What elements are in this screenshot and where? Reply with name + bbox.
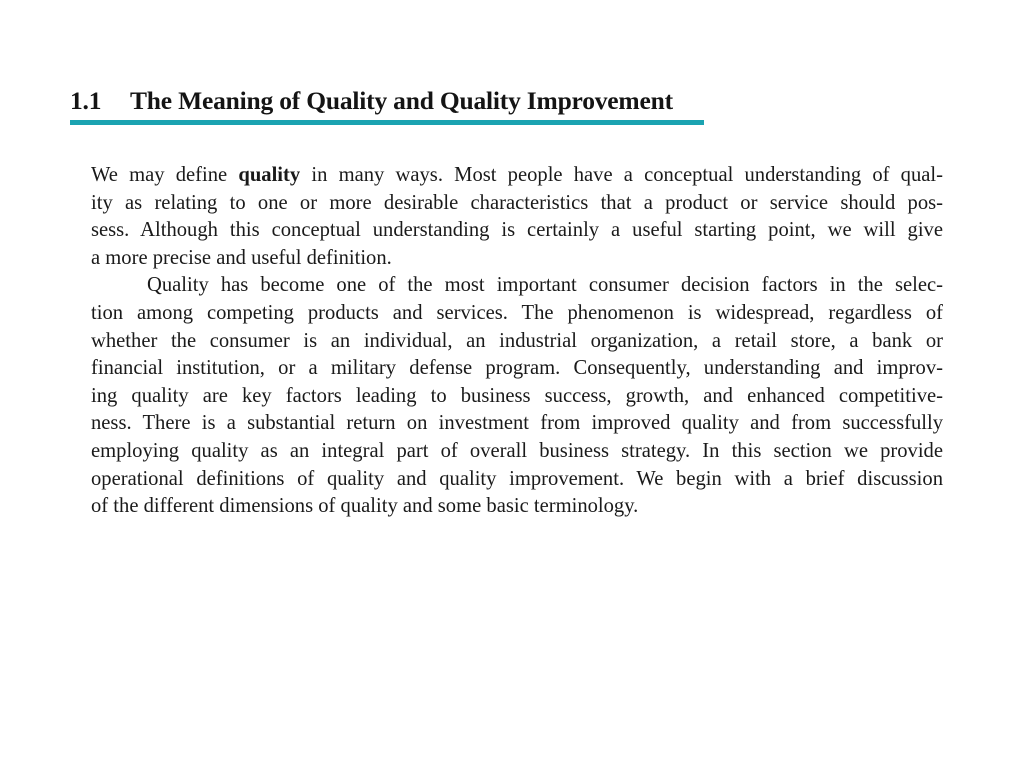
paragraph-2-line-6: ness. There is a substantial return on investment from improved quality and from successfully [91,412,943,435]
section-title: The Meaning of Quality and Quality Improvement [130,86,673,115]
paragraph-1-line-3: sess. Although this conceptual understanding is certainly a useful starting point, we will give [91,219,943,242]
heading-underline [70,120,704,125]
bold-term-quality: quality [238,164,301,186]
paragraph-2-line-3: whether the consumer is an individual, an industrial organization, a retail store, a bank or [91,329,943,352]
paragraph-2-line-1: Quality has become one of the most important consumer decision factors in the selec- [147,274,943,297]
body-text [91,162,943,521]
paragraph-2 [91,272,943,520]
paragraph-2-line-7: employing quality as an integral part of overall business strategy. In this section we provide [91,439,943,462]
paragraph-2-line-2: tion among competing products and services. The phenomenon is widespread, regardless of [91,301,943,324]
paragraph-2-line-9: of the different dimensions of quality and some basic terminology. [91,495,639,518]
section-heading [70,86,704,116]
paragraph-1-line-1 [91,162,943,190]
text-run: in many ways. Most people have a conceptual understanding of qual- [300,164,943,186]
paragraph-1 [91,162,943,272]
paragraph-2-line-8: operational definitions of quality and quality improvement. We begin with a brief discussion [91,467,943,490]
paragraph-1-line-4: a more precise and useful definition. [91,246,392,269]
paragraph-1-line-2: ity as relating to one or more desirable characteristics that a product or service should pos- [91,191,943,214]
text-run: We may define [91,164,239,186]
paragraph-2-line-5: ing quality are key factors leading to business success, growth, and enhanced competitive- [91,384,943,407]
paragraph-2-line-4: financial institution, or a military defense program. Consequently, understanding and improv- [91,357,943,380]
section-number: 1.1 [70,86,102,115]
section-header [70,86,704,125]
